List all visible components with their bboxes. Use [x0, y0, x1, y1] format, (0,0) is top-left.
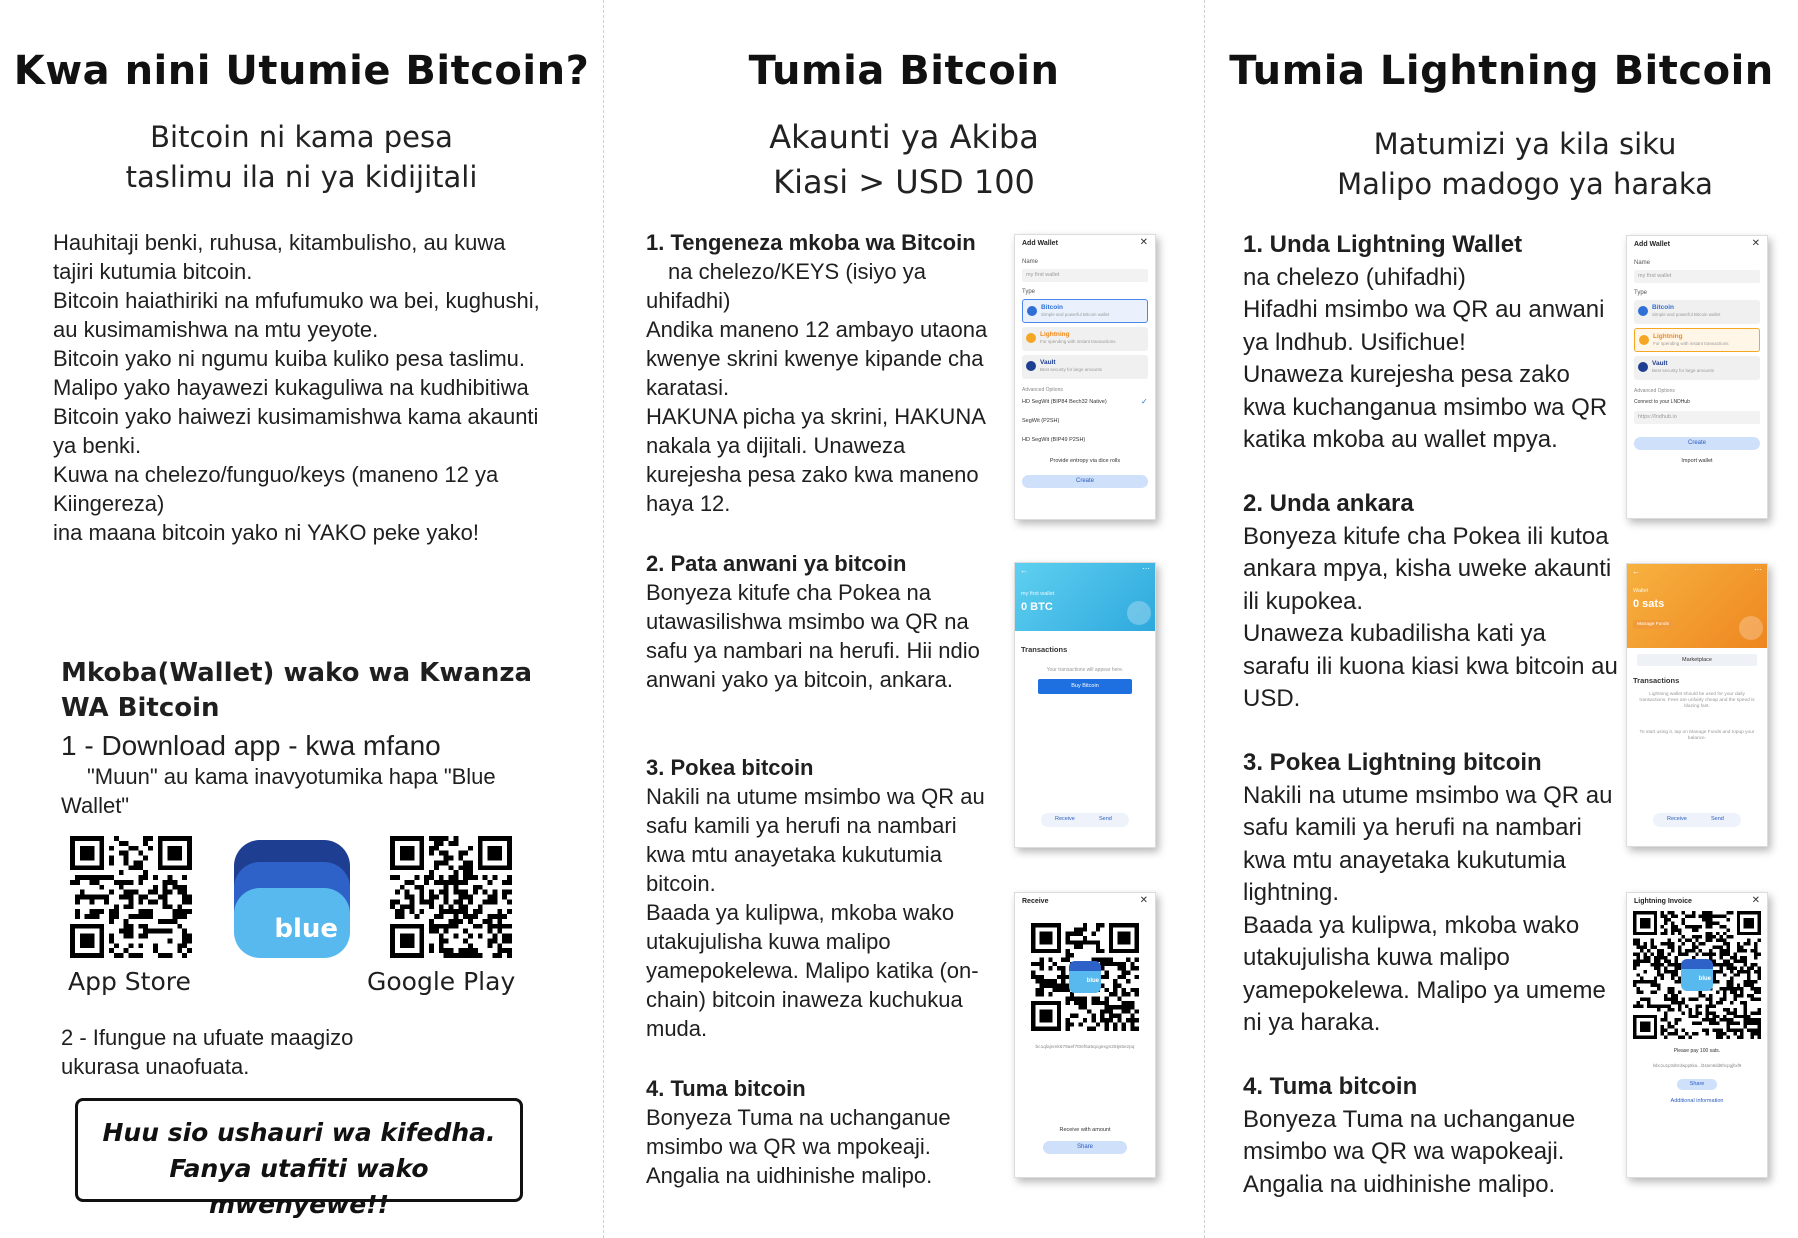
- bitcoin-icon: [1027, 306, 1037, 316]
- ph-title: Receive: [1022, 898, 1049, 905]
- col3-step1: [1243, 229, 1618, 457]
- col3-subtitle: [1240, 124, 1798, 204]
- ph-adv3[interactable]: HD SegWit (BIP49 P2SH): [1022, 437, 1086, 443]
- ph-info: Lightning wallet should be used for your daily transactions. Fees are unfairly cheap and the speed is blazing fast.: [1639, 692, 1755, 709]
- ph-lndhub-field[interactable]: https://lndhub.io: [1634, 411, 1760, 424]
- col2-wallet-screenshot: [1014, 562, 1156, 848]
- qr-code-pattern: [390, 836, 512, 958]
- col2-subtitle: [604, 115, 1204, 205]
- close-icon[interactable]: ✕: [1139, 237, 1148, 248]
- ph-name-field[interactable]: my first wallet: [1634, 270, 1760, 283]
- col2-step1-line0: na chelezo/KEYS (isiyo ya uhifadhi): [646, 259, 927, 313]
- blue-wallet-logo: [1069, 961, 1101, 993]
- blue-wallet-logo: [234, 840, 350, 958]
- col1-para-0: Hauhitaji benki, ruhusa, kitambulisho, au kuwa tajiri kutumia bitcoin.: [53, 230, 506, 284]
- close-icon[interactable]: ✕: [1139, 895, 1148, 906]
- more-icon[interactable]: ⋯: [1142, 564, 1150, 573]
- ph-opt-desc: Simple and powerful Bitcoin wallet: [1041, 312, 1110, 317]
- google-play-qr[interactable]: [390, 836, 512, 958]
- blue-wallet-logo: [1681, 959, 1713, 991]
- col3-step3-title: 3. Pokea Lightning bitcoin: [1243, 749, 1542, 776]
- col2-add-wallet-screenshot: [1014, 234, 1156, 520]
- ph-opt-name: Bitcoin: [1652, 304, 1675, 311]
- col3-step3-line0: Nakili na utume msimbo wa QR au safu kamili ya herufi na nambari kwa mtu anayetaka kukutumia lightning.: [1243, 781, 1613, 906]
- ph-action-bar: [1653, 813, 1741, 827]
- ph-balance: 0 sats: [1633, 598, 1665, 610]
- fold-line-2: [1204, 0, 1205, 1238]
- lightning-icon: [1639, 335, 1649, 345]
- wallet-step1-detail: "Muun" au kama inavyotumika hapa "Blue Wallet": [61, 764, 496, 818]
- ph-create-button[interactable]: Create: [1022, 475, 1148, 488]
- ph-opt-lightning[interactable]: [1022, 327, 1148, 351]
- ph-advanced: Advanced Options: [1022, 387, 1063, 393]
- col2-step1: [646, 228, 991, 518]
- blue-logo-text: blue: [274, 914, 338, 944]
- ph-invoice[interactable]: lnbc1u1p3dtrrdwpp5ka...l34am6dd8hcpgjhxf9: [1652, 1063, 1742, 1068]
- ph-name-label: Name: [1022, 259, 1039, 265]
- col3-step1-title: 1. Unda Lightning Wallet: [1243, 231, 1523, 258]
- ph-import[interactable]: Import wallet: [1681, 458, 1713, 464]
- ph-receive[interactable]: Receive: [1055, 816, 1075, 822]
- ph-opt-desc: For spending with instant transactions: [1040, 339, 1116, 344]
- ph-opt-name: Lightning: [1040, 331, 1070, 338]
- ph-opt-desc: Best security for large amounts: [1040, 367, 1103, 372]
- col3-step3: [1243, 747, 1618, 1040]
- ph-transactions: Transactions: [1021, 645, 1068, 654]
- col3-step2-line0: Bonyeza kitufe cha Pokea ili kutoa ankara mpya, kisha uweke akaunti ili kupokea.: [1243, 522, 1612, 615]
- bitcoin-icon: [1638, 306, 1648, 316]
- col1-para-6: Kuwa na chelezo/funguo/keys (maneno 12 ya Kiingereza): [53, 462, 499, 516]
- col2-step3: [646, 753, 986, 1043]
- close-icon[interactable]: ✕: [1751, 895, 1760, 906]
- col2-step3-line0: Nakili na utume msimbo wa QR au safu kamili ya herufi na nambari kwa mtu anayetaka kukutumia bitcoin.: [646, 784, 985, 896]
- ph-name-field[interactable]: my first wallet: [1022, 269, 1148, 282]
- qr-logo-text: blue: [1698, 976, 1711, 982]
- ph-opt-desc: For spending with instant transactions: [1653, 341, 1729, 346]
- col2-step4-title: 4. Tuma bitcoin: [646, 1076, 806, 1101]
- ph-wallet-name: my first wallet: [1021, 591, 1055, 597]
- ph-adv2[interactable]: SegWit (P2SH): [1022, 418, 1060, 424]
- ph-transactions: Transactions: [1633, 676, 1680, 685]
- col3-subtitle-line2: Malipo madogo ya haraka: [1337, 167, 1713, 201]
- col3-step2-line1: Unaweza kubadilisha kati ya sarafu ili kuona kiasi kwa bitcoin au USD.: [1243, 620, 1618, 712]
- ph-create-button[interactable]: Create: [1634, 437, 1760, 450]
- ph-opt-lightning[interactable]: [1634, 328, 1760, 352]
- ph-pay: Please pay 100 sats.: [1673, 1048, 1721, 1054]
- ph-start: To start using it, tap on Manage Funds and topup your balance.: [1639, 730, 1755, 741]
- col3-step4-line0: Bonyeza Tuma na uchanganue msimbo wa QR wa wapokeaji. Angalia na uidhinishe malipo.: [1243, 1105, 1576, 1198]
- ph-marketplace[interactable]: Marketplace: [1637, 654, 1757, 666]
- ph-title: Add Wallet: [1634, 241, 1670, 248]
- col1-paragraphs: [53, 228, 543, 547]
- ph-name-label: Name: [1634, 260, 1651, 266]
- disclaimer-line1: Huu sio ushauri wa kifedha.: [102, 1118, 496, 1147]
- col2-step1-title: 1. Tengeneza mkoba wa Bitcoin: [646, 230, 976, 255]
- qr-code-pattern: [70, 836, 192, 958]
- col3-step2-title: 2. Unda ankara: [1243, 490, 1414, 517]
- col1-para-4: Malipo yako hayawezi kukaguliwa na kudhibitiwa: [53, 375, 529, 400]
- ph-opt-name: Bitcoin: [1041, 304, 1064, 311]
- qr-logo-text: blue: [1086, 978, 1099, 984]
- ph-opt-name: Lightning: [1653, 333, 1683, 340]
- col2-step4: [646, 1074, 986, 1190]
- ph-opt-vault[interactable]: [1022, 355, 1148, 379]
- ph-title: Add Wallet: [1022, 240, 1058, 247]
- col3-invoice-screenshot: [1626, 892, 1768, 1178]
- ph-adv1[interactable]: HD SegWit (BIP84 Bech32 Native): [1022, 399, 1107, 405]
- col1-para-5: Bitcoin yako haiwezi kusimamishwa kama akaunti ya benki.: [53, 404, 539, 458]
- disclaimer-line2: Fanya utafiti wako mwenyewe!!: [169, 1154, 429, 1219]
- receive-qr[interactable]: [1031, 923, 1139, 1031]
- close-icon[interactable]: ✕: [1751, 238, 1760, 249]
- ph-title: Lightning Invoice: [1634, 898, 1692, 905]
- col1-subtitle: [0, 117, 603, 197]
- ph-wallet-header: [1015, 563, 1155, 631]
- col3-step1-line1: Hifadhi msimbo wa QR au anwani ya lndhub. Usifichue!: [1243, 296, 1605, 356]
- ph-share-button[interactable]: Share: [1043, 1141, 1127, 1154]
- wallet-step2: 2 - Ifungue na ufuate maagizo ukurasa unaofuata.: [61, 1025, 354, 1079]
- ph-buy-button[interactable]: Buy Bitcoin: [1038, 679, 1132, 694]
- ph-share-button[interactable]: Share: [1677, 1079, 1717, 1090]
- back-icon[interactable]: ←: [1632, 567, 1640, 576]
- ph-action-bar: [1041, 813, 1129, 827]
- disclaimer-box: [75, 1098, 523, 1219]
- col3-step3-line1: Baada ya kulipwa, mkoba wako utakujulisha kuwa malipo yamepokelewa. Malipo ya umeme ni ya haraka.: [1243, 911, 1606, 1036]
- bitcoin-watermark-icon: [1127, 601, 1151, 625]
- app-store-qr[interactable]: [70, 836, 192, 958]
- ph-advanced: Advanced Options: [1634, 388, 1675, 394]
- ph-empty: Your transactions will appear here.: [1046, 667, 1124, 673]
- ph-entropy[interactable]: Provide entropy via dice rolls: [1049, 458, 1121, 464]
- col2-step4-line0: Bonyeza Tuma na uchanganue msimbo wa QR wa mpokeaji. Angalia na uidhinishe malipo.: [646, 1105, 951, 1188]
- ph-opt-bitcoin[interactable]: [1022, 299, 1148, 323]
- col2-step1-line2: HAKUNA picha ya skrini, HAKUNA nakala ya dijitali. Unaweza kurejesha pesa zako kwa maneno haya 12.: [646, 404, 985, 516]
- col2-step2: [646, 549, 991, 694]
- col2-step3-line1: Baada ya kulipwa, mkoba wako utakujulisha kuwa malipo yamepokelewa. Malipo katika (on-chain) bitcoin inaweza kuchukua muda.: [646, 900, 979, 1041]
- back-icon[interactable]: ←: [1020, 566, 1028, 575]
- ph-opt-name: Vault: [1040, 359, 1056, 366]
- ph-additional[interactable]: Additional information: [1670, 1098, 1724, 1104]
- col3-lightning-wallet-screenshot: [1626, 563, 1768, 847]
- col3-title: Tumia Lightning Bitcoin: [1229, 48, 1774, 94]
- col1-para-7: ina maana bitcoin yako ni YAKO peke yako!: [53, 520, 479, 545]
- col2-subtitle-line1: Akaunti ya Akiba: [769, 118, 1039, 156]
- col1-para-2: au kusimamishwa na mtu yeyote.: [53, 317, 379, 342]
- lightning-watermark-icon: [1739, 616, 1763, 640]
- ph-opt-desc: Best security for large amounts: [1652, 368, 1715, 373]
- invoice-qr[interactable]: [1633, 911, 1761, 1039]
- col3-add-wallet-screenshot: [1626, 235, 1768, 519]
- app-store-label[interactable]: App Store: [68, 967, 191, 996]
- col2-step3-title: 3. Pokea bitcoin: [646, 755, 814, 780]
- ph-wallet-name: Wallet: [1633, 588, 1649, 594]
- wallet-heading: Mkoba(Wallet) wako wa Kwanza WA Bitcoin: [61, 658, 533, 723]
- col3-step4: [1243, 1071, 1608, 1201]
- col1-subtitle-line1: Bitcoin ni kama pesa: [150, 120, 453, 154]
- col3-step2: [1243, 488, 1618, 716]
- col2-step2-title: 2. Pata anwani ya bitcoin: [646, 551, 907, 576]
- lightning-icon: [1026, 333, 1036, 343]
- ph-balance: 0 BTC: [1021, 601, 1053, 613]
- col3-step1-line2: Unaweza kurejesha pesa zako kwa kuchanganua msimbo wa QR katika mkoba au wallet mpya.: [1243, 361, 1608, 453]
- ph-receive[interactable]: Receive: [1667, 816, 1687, 822]
- col1-para-1: Bitcoin haiathiriki na mfufumuko wa bei, kughushi,: [53, 288, 540, 313]
- vault-icon: [1026, 361, 1036, 371]
- ph-opt-vault[interactable]: [1634, 356, 1760, 380]
- ph-manage-funds[interactable]: Manage Funds: [1633, 620, 1673, 629]
- col1-title: Kwa nini Utumie Bitcoin?: [13, 48, 590, 94]
- col3-step4-title: 4. Tuma bitcoin: [1243, 1073, 1418, 1100]
- col2-title: Tumia Bitcoin: [748, 48, 1060, 94]
- ph-send[interactable]: Send: [1099, 816, 1112, 822]
- col3-step1-line0: na chelezo (uhifadhi): [1243, 263, 1466, 291]
- col2-step1-line1: Andika maneno 12 ambayo utaona kwenye skrini kwenye kipande cha karatasi.: [646, 317, 988, 400]
- wallet-step1: 1 - Download app - kwa mfano: [61, 730, 441, 761]
- col1-subtitle-line2: taslimu ila ni ya kidijitali: [125, 160, 478, 194]
- col3-subtitle-line1: Matumizi ya kila siku: [1373, 127, 1677, 161]
- col2-subtitle-line2: Kiasi > USD 100: [773, 163, 1035, 201]
- ph-opt-name: Vault: [1652, 360, 1668, 367]
- ph-connect: Connect to your LNDHub: [1634, 399, 1690, 405]
- ph-type-label: Type: [1634, 290, 1648, 296]
- ph-opt-desc: Simple and powerful Bitcoin wallet: [1652, 312, 1721, 317]
- ph-type-label: Type: [1022, 289, 1036, 295]
- ph-receive-amount[interactable]: Receive with amount: [1059, 1127, 1111, 1133]
- check-icon: ✓: [1141, 397, 1148, 406]
- vault-icon: [1638, 362, 1648, 372]
- ph-send[interactable]: Send: [1711, 816, 1724, 822]
- col2-receive-screenshot: [1014, 892, 1156, 1178]
- ph-address[interactable]: bc1qlajnmk679aef7t0ef5a5qcgexgn25tjs5ezpq: [1035, 1045, 1135, 1050]
- google-play-label[interactable]: Google Play: [367, 967, 516, 996]
- ph-wallet-header: [1627, 564, 1767, 648]
- ph-opt-bitcoin[interactable]: [1634, 300, 1760, 324]
- more-icon[interactable]: ⋯: [1754, 565, 1762, 574]
- col2-step2-line0: Bonyeza kitufe cha Pokea na utawasilishwa msimbo wa QR na safu ya nambari na herufi. Hii ndio anwani yako ya bitcoin, ankara.: [646, 580, 980, 692]
- col1-para-3: Bitcoin yako ni ngumu kuiba kuliko pesa taslimu.: [53, 346, 526, 371]
